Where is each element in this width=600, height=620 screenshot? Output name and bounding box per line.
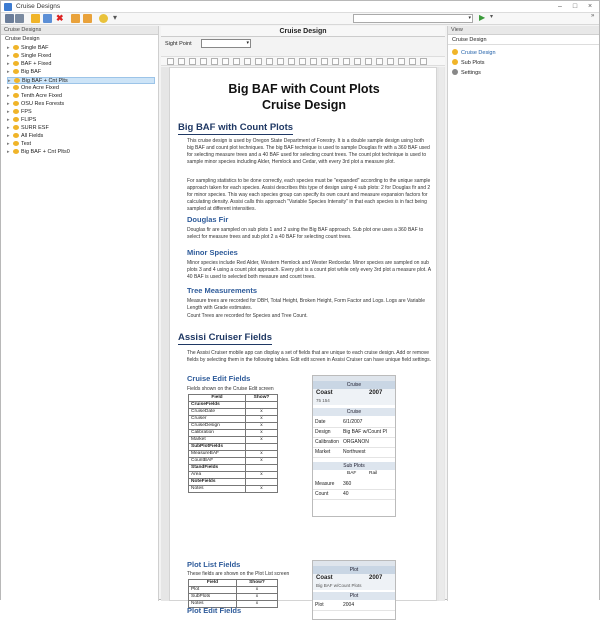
tree-item[interactable]: [7, 125, 155, 132]
plot-list-fields-table: [188, 579, 278, 608]
show-cell[interactable]: x: [246, 458, 278, 465]
view-item-label: Sub Plots: [461, 60, 485, 66]
tree-item[interactable]: [7, 85, 155, 92]
main-toolbar: [1, 13, 599, 25]
phone-field-row: [313, 490, 395, 500]
phone-field-label: Date: [315, 419, 326, 425]
field-name-cell: NoteFields: [189, 479, 246, 486]
tree-item[interactable]: [7, 109, 155, 116]
phone-field-value: 6/1/2007: [343, 419, 363, 425]
phone-field-label: Measure: [315, 481, 335, 487]
tree-item[interactable]: [7, 149, 155, 156]
tree-item[interactable]: [7, 93, 155, 100]
heading-douglas-fir: Douglas Fir: [187, 215, 229, 224]
phone-field-row: [313, 418, 395, 428]
table-header-field: Field: [189, 395, 246, 402]
tree-item-label: Single BAF: [21, 45, 49, 51]
folder-icon: [13, 117, 19, 122]
toolbar-combo[interactable]: [353, 14, 473, 23]
window-title: Cruise Designs: [16, 3, 61, 10]
table-row: [189, 465, 278, 472]
tree-root[interactable]: Cruise Design: [5, 36, 40, 42]
phone-title-bar: Plot: [313, 566, 395, 574]
view-item[interactable]: [452, 59, 485, 68]
phone-field-row: [313, 428, 395, 438]
phone-section-header: Cruise: [313, 408, 395, 416]
document-page[interactable]: [169, 67, 437, 615]
underline-icon[interactable]: [277, 58, 284, 65]
undo-icon[interactable]: [233, 58, 240, 65]
expand-icon[interactable]: ▸: [7, 117, 10, 123]
numbering-icon[interactable]: [332, 58, 339, 65]
paste-icon[interactable]: [222, 58, 229, 65]
indent-icon[interactable]: [343, 58, 350, 65]
copy-icon[interactable]: [43, 14, 52, 23]
show-cell[interactable]: x: [246, 472, 278, 479]
field-name-cell: MeasureBAF: [189, 451, 246, 458]
show-cell[interactable]: x: [236, 587, 277, 594]
new-doc-icon[interactable]: [167, 58, 174, 65]
show-cell[interactable]: x: [246, 430, 278, 437]
expand-icon[interactable]: ▸: [7, 61, 10, 67]
tree-item[interactable]: [7, 61, 155, 68]
show-cell[interactable]: [246, 479, 278, 486]
chevron-down-icon: ▾: [468, 15, 471, 21]
field-name-cell: SubPlotFields: [189, 444, 246, 451]
phone-field-value: 2004: [343, 602, 355, 608]
tree-item[interactable]: [7, 101, 155, 108]
heading-tree-measurements: Tree Measurements: [187, 286, 258, 295]
tree-paragraph: Count Trees are recorded for Species and Tree Count.: [187, 313, 308, 319]
folder-icon: [13, 101, 19, 106]
show-cell[interactable]: x: [246, 451, 278, 458]
field-name-cell: CruiseFields: [189, 402, 246, 409]
phone-field-value: ORGANON: [343, 439, 369, 445]
field-name-cell: Calibration: [189, 430, 246, 437]
table-row: [189, 458, 278, 465]
phone-field-label: Count: [315, 491, 329, 497]
phone-cruise-year: 2007: [369, 390, 383, 396]
table-row: [189, 423, 278, 430]
douglas-paragraph: Douglas fir are sampled on sub plots 1 and 2 using the Big BAF approach. Sub plot one uses a 360 BAF to select for measure trees and sub plot 2 a 40 BAF for selecting count trees.: [187, 227, 424, 240]
save-all-icon[interactable]: [15, 14, 24, 23]
run-dropdown-icon[interactable]: ▾: [490, 14, 494, 20]
tree-item[interactable]: [7, 133, 155, 140]
phone-header: [313, 574, 395, 590]
show-cell[interactable]: x: [246, 409, 278, 416]
minor-paragraph: Minor species include Red Alder, Western Hemlock and Wester Redcedar. Minor species are sampled on sub plots 3 and 4 using a count plot approach. Every plot is a count plot while only every 3rd plot a measure plot. A 40 BAF is used to selected both measure and count trees.: [187, 260, 431, 280]
assisi-paragraph: The Assisi Cruiser mobile app can display a set of fields that are unique to each cruise design. Add or remove fields by selecting them in the following tables. Edit edit screen in Assisi Cruiser can have unique field settings.: [187, 350, 432, 363]
tree-item-label: FPS: [21, 109, 32, 115]
show-cell[interactable]: x: [236, 601, 277, 608]
sight-point-select[interactable]: [201, 39, 251, 48]
section-heading-big-baf: Big BAF with Count Plots: [178, 122, 294, 133]
field-name-cell: Market: [189, 437, 246, 444]
expand-icon[interactable]: ▸: [7, 85, 10, 91]
show-cell[interactable]: x: [246, 486, 278, 493]
tree-item-label: FLIPS: [21, 117, 37, 123]
export-icon[interactable]: [83, 14, 92, 23]
tree-item-label: All Fields: [21, 133, 44, 139]
view-panel: [447, 26, 599, 601]
outdent-icon[interactable]: [354, 58, 361, 65]
show-cell[interactable]: x: [246, 423, 278, 430]
overflow-chevron-icon[interactable]: »: [591, 13, 595, 19]
table-header-field: Field: [189, 580, 237, 587]
table-row: [189, 437, 278, 444]
cruise-designs-panel: [1, 26, 159, 601]
tree-item-label: BAF + Fixed: [21, 61, 52, 67]
expand-icon[interactable]: ▸: [7, 109, 10, 115]
panel-header: View: [448, 26, 599, 35]
section-paragraph: This cruise design is used by Oregon State Department of Forestry. It is a double sample design using both big BAF and count plot techniques. The big BAF technique is used to sample Douglas fir with a 360 BAF used for selecting measure trees and a 40 BAF used for selecting count trees. The count plot technique is used to sample minor species including Alder, Hemlock and Cedar, with every 3rd plot a measure plot.: [187, 138, 430, 165]
folder-icon: [13, 125, 19, 130]
import-icon[interactable]: [71, 14, 80, 23]
folder-icon: [13, 141, 19, 146]
field-name-cell: StandFields: [189, 465, 246, 472]
print-icon[interactable]: [409, 58, 416, 65]
heading-cruise-edit-fields: Cruise Edit Fields: [187, 374, 251, 383]
phone-field-value: 40: [343, 491, 349, 497]
expand-icon[interactable]: ▸: [7, 133, 10, 139]
bullets-icon[interactable]: [321, 58, 328, 65]
phone-cruise-name: Coast: [316, 575, 333, 581]
view-item[interactable]: [452, 69, 481, 78]
heading-plot-list-fields: Plot List Fields: [187, 560, 241, 569]
table-row: [189, 444, 278, 451]
chevron-down-icon: ▾: [246, 40, 249, 46]
phone-field-row: [313, 480, 395, 490]
show-cell[interactable]: [246, 465, 278, 472]
table-header-show: Show?: [236, 580, 277, 587]
app-icon: [4, 3, 12, 11]
view-item-label: Cruise Design: [461, 50, 496, 56]
tree-item[interactable]: [7, 45, 155, 52]
document-scrollbar[interactable]: [439, 67, 444, 601]
phone-cruise-year: 2007: [369, 575, 383, 581]
field-name-cell: CruiseDesign: [189, 423, 246, 430]
phone-field-label: Design: [315, 429, 331, 435]
subplots-icon: [452, 59, 458, 65]
document-area[interactable]: [161, 67, 445, 615]
field-name-cell: CountBAF: [189, 458, 246, 465]
tree-item-label: Single Fixed: [21, 53, 52, 59]
phone-field-value: Northwest: [343, 449, 366, 455]
folder-icon: [13, 133, 19, 138]
expand-icon[interactable]: ▸: [7, 125, 10, 131]
table-header-show: Show?: [246, 395, 278, 402]
field-name-cell: Plot: [189, 587, 237, 594]
show-cell[interactable]: x: [246, 437, 278, 444]
table-row: [189, 402, 278, 409]
phone-field-row: [313, 448, 395, 458]
folder-icon: [14, 78, 20, 83]
align-left-icon[interactable]: [288, 58, 295, 65]
expand-icon[interactable]: ▸: [8, 78, 11, 84]
expand-icon[interactable]: ▸: [7, 149, 10, 155]
phone-section-header: Sub Plots: [313, 462, 395, 470]
field-name-cell: Notes: [189, 601, 237, 608]
folder-icon: [13, 61, 19, 66]
title-bar: [1, 1, 599, 13]
field-name-cell: Cruiser: [189, 416, 246, 423]
table-row: [189, 587, 278, 594]
phone-cruise-stats: 75 154: [316, 398, 330, 403]
tree-item-label: SURR ESF: [21, 125, 49, 131]
phone-col-baf: BAF: [347, 471, 357, 476]
phone-field-row: [313, 601, 395, 611]
folder-icon: [13, 45, 19, 50]
table-row: [189, 479, 278, 486]
align-center-icon[interactable]: [299, 58, 306, 65]
folder-icon: [13, 93, 19, 98]
view-item[interactable]: [452, 49, 496, 58]
phone-preview-cruise: [312, 375, 396, 517]
expand-icon[interactable]: ▸: [7, 45, 10, 51]
view-selector[interactable]: [448, 35, 599, 45]
tree-item-label: Big BAF + Cnt Plts: [22, 78, 68, 84]
design-icon: [452, 49, 458, 55]
phone-field-value: 360: [343, 481, 352, 487]
image-icon[interactable]: [376, 58, 383, 65]
tree-item[interactable]: [7, 77, 155, 84]
expand-icon[interactable]: ▸: [7, 53, 10, 59]
close-window-button[interactable]: ×: [587, 3, 593, 10]
table-row: [189, 451, 278, 458]
table-row: [189, 430, 278, 437]
phone-field-label: Plot: [315, 602, 324, 608]
redo-icon[interactable]: [244, 58, 251, 65]
tree-item-label: OSU Res Forests: [21, 101, 65, 107]
sight-point-label: Sight Point: [165, 41, 192, 47]
maximize-button[interactable]: □: [572, 3, 578, 10]
tree-item-label: Tenth Acre Fixed: [21, 93, 62, 99]
section-heading-assisi-fields: Assisi Cruiser Fields: [178, 332, 272, 343]
tree-paragraph: Measure trees are recorded for DBH, Total Height, Broken Height, Form Factor and Logs. Logs are Variable Length with Grade estimates.: [187, 298, 425, 311]
folder-icon: [13, 149, 19, 154]
phone-field-label: Market: [315, 449, 331, 455]
tree-item[interactable]: [7, 117, 155, 124]
run-icon[interactable]: ▶: [479, 13, 486, 22]
document-toolbar: [161, 56, 445, 66]
phone-preview-plot: [312, 560, 396, 620]
phone-section-header: Plot: [313, 592, 395, 600]
bold-icon[interactable]: [255, 58, 262, 65]
tree-item[interactable]: [7, 53, 155, 60]
table-icon[interactable]: [365, 58, 372, 65]
tree-item[interactable]: [7, 141, 155, 148]
table-row: [189, 594, 278, 601]
panel-header: Cruise Designs: [1, 26, 158, 35]
tree-item-label: Big BAF: [21, 69, 42, 75]
find-icon[interactable]: [398, 58, 405, 65]
field-name-cell: Area: [189, 472, 246, 479]
doc-title-line2: Cruise Design: [261, 98, 347, 112]
tree-item-label: One Acre Fixed: [21, 85, 59, 91]
heading-plot-edit-fields: Plot Edit Fields: [187, 606, 242, 615]
table-row: [189, 416, 278, 423]
chevron-down-icon[interactable]: ▾: [113, 13, 118, 22]
phone-field-row: [313, 438, 395, 448]
heading-minor-species: Minor Species: [187, 248, 238, 257]
table-row: [189, 472, 278, 479]
folder-icon: [13, 69, 19, 74]
phone-field-label: Calibration: [315, 439, 339, 445]
plot-list-caption: These fields are shown on the Plot List screen: [187, 571, 290, 577]
cut-icon[interactable]: [200, 58, 207, 65]
phone-header: [313, 389, 395, 405]
delete-icon[interactable]: ✖: [56, 13, 64, 23]
table-row: [189, 486, 278, 493]
folder-icon: [13, 109, 19, 114]
editor-title: Cruise Design: [161, 26, 445, 37]
doc-title-line1: Big BAF with Count Plots: [228, 82, 380, 96]
tree-item-label: Test: [21, 141, 32, 147]
show-cell[interactable]: [246, 444, 278, 451]
section-paragraph: For sampling statistics to be done correctly, each species must be "expanded" according to the unique sample approach taken for each species. Assisi describes this type of design using 4 sub plots: 2 for Douglas fir and 2 for minor species. This way each species group can specify its own count and measure expansion factors for calculating density. Assisi calls this approach "Variable Species Intensity" in that each species is in fact being sampled at different intensities.: [187, 178, 431, 212]
view-selector-value: Cruise Design: [452, 37, 487, 43]
expand-icon[interactable]: ▸: [7, 93, 10, 99]
tree-item-label: Big BAF + Cnt Plts0: [21, 149, 70, 155]
open-folder-icon[interactable]: [31, 14, 40, 23]
cruise-edit-caption: Fields shown on the Cruise Edit screen: [187, 386, 274, 392]
folder-icon: [13, 85, 19, 90]
phone-title-bar: Cruise: [313, 381, 395, 389]
save-doc-icon[interactable]: [189, 58, 196, 65]
gear-icon: [452, 69, 458, 75]
settings-icon[interactable]: [99, 14, 108, 23]
phone-cruise-name: Coast: [316, 390, 333, 396]
expand-icon[interactable]: ▸: [7, 69, 10, 75]
copy-icon[interactable]: [211, 58, 218, 65]
field-name-cell: CruiseDate: [189, 409, 246, 416]
save-icon[interactable]: [5, 14, 14, 23]
expand-icon[interactable]: ▸: [7, 141, 10, 147]
field-name-cell: SubPlots: [189, 594, 237, 601]
phone-subplot-columns: [313, 471, 395, 479]
show-cell[interactable]: x: [236, 594, 277, 601]
field-name-cell: Notes: [189, 486, 246, 493]
open-doc-icon[interactable]: [178, 58, 185, 65]
italic-icon[interactable]: [266, 58, 273, 65]
zoom-icon[interactable]: [420, 58, 427, 65]
cruise-design-editor: [161, 26, 445, 615]
tree-item[interactable]: [7, 69, 155, 76]
view-item-label: Settings: [461, 70, 481, 76]
phone-col-rail: Rail: [369, 471, 378, 476]
table-row: [189, 409, 278, 416]
expand-icon[interactable]: ▸: [7, 101, 10, 107]
folder-icon: [13, 53, 19, 58]
show-cell[interactable]: x: [246, 416, 278, 423]
phone-subtitle: Big BAF w/Count Plots: [316, 583, 362, 588]
cruise-edit-fields-table: [188, 394, 278, 493]
align-right-icon[interactable]: [310, 58, 317, 65]
phone-field-value: Big BAF w/Count Pl: [343, 429, 387, 435]
show-cell[interactable]: [246, 402, 278, 409]
minimize-button[interactable]: –: [558, 3, 562, 10]
link-icon[interactable]: [387, 58, 394, 65]
